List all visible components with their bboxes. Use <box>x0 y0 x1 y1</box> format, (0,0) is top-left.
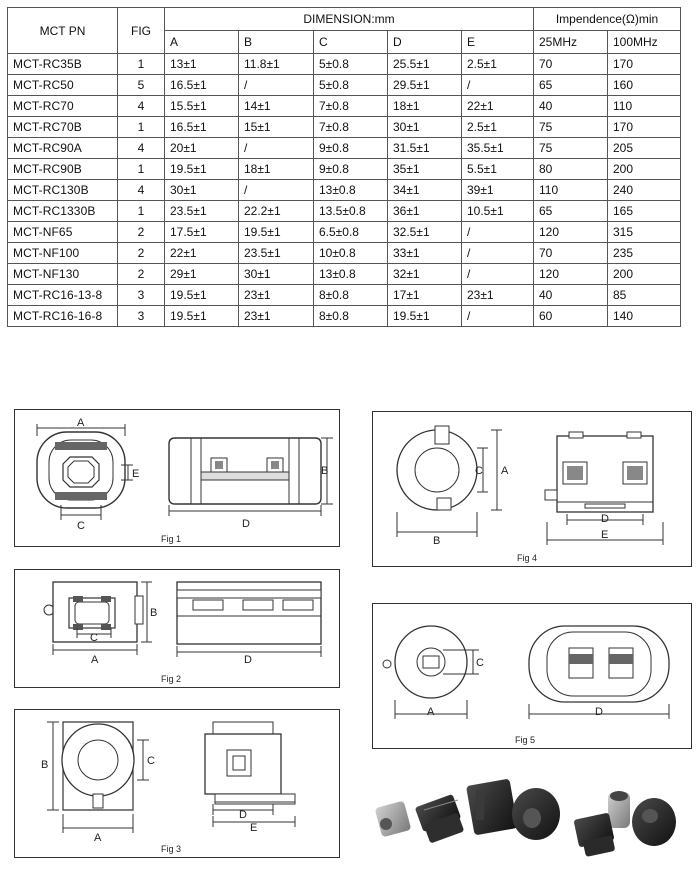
cell-d: 30±1 <box>388 117 462 138</box>
cell-c: 13.5±0.8 <box>314 201 388 222</box>
figure-1-panel <box>14 409 340 547</box>
cell-d: 32.5±1 <box>388 222 462 243</box>
fig5-dim-c: C <box>476 657 484 669</box>
cell-a: 19.5±1 <box>165 159 239 180</box>
cell-fig: 5 <box>118 75 165 96</box>
fig2-dim-a: A <box>91 654 99 666</box>
header-pn: MCT PN <box>8 8 118 54</box>
cell-pn: MCT-RC50 <box>8 75 118 96</box>
cell-a: 30±1 <box>165 180 239 201</box>
fig3-dim-d: D <box>239 809 247 821</box>
cell-f25: 65 <box>534 201 608 222</box>
cell-f25: 75 <box>534 138 608 159</box>
cell-pn: MCT-RC90B <box>8 159 118 180</box>
cell-e: 35.5±1 <box>462 138 534 159</box>
figure-4-drawing <box>373 412 691 566</box>
cell-d: 36±1 <box>388 201 462 222</box>
cell-b: 23±1 <box>239 306 314 327</box>
fig5-dim-a: A <box>427 706 435 718</box>
cell-b: / <box>239 138 314 159</box>
header-25mhz: 25MHz <box>534 31 608 54</box>
header-dim-a: A <box>165 31 239 54</box>
cell-fig: 4 <box>118 138 165 159</box>
table-row <box>8 306 681 327</box>
cell-f100: 85 <box>608 285 681 306</box>
cell-b: 11.8±1 <box>239 54 314 75</box>
cell-d: 17±1 <box>388 285 462 306</box>
fig4-dim-d: D <box>601 513 609 525</box>
cell-pn: MCT-NF130 <box>8 264 118 285</box>
cell-b: / <box>239 75 314 96</box>
cell-c: 13±0.8 <box>314 264 388 285</box>
cell-fig: 2 <box>118 264 165 285</box>
cell-f25: 65 <box>534 75 608 96</box>
cell-c: 7±0.8 <box>314 117 388 138</box>
cell-a: 17.5±1 <box>165 222 239 243</box>
cell-f25: 40 <box>534 96 608 117</box>
cell-c: 6.5±0.8 <box>314 222 388 243</box>
table-row <box>8 117 681 138</box>
fig1-dim-e: E <box>132 468 140 480</box>
fig1-dim-a: A <box>77 417 85 429</box>
table-row <box>8 222 681 243</box>
header-fig: FIG <box>118 8 165 54</box>
table-row <box>8 54 681 75</box>
header-dimension: DIMENSION:mm <box>165 8 534 31</box>
cell-d: 31.5±1 <box>388 138 462 159</box>
cell-b: 18±1 <box>239 159 314 180</box>
grey-core-large-image <box>608 791 630 828</box>
header-dim-b: B <box>239 31 314 54</box>
cell-a: 15.5±1 <box>165 96 239 117</box>
cell-fig: 1 <box>118 159 165 180</box>
cell-f100: 200 <box>608 264 681 285</box>
cell-b: 15±1 <box>239 117 314 138</box>
cell-e: 2.5±1 <box>462 117 534 138</box>
open-black-core-right-image <box>573 813 615 857</box>
table-row <box>8 159 681 180</box>
figure-3-drawing <box>15 710 339 857</box>
cell-f100: 240 <box>608 180 681 201</box>
spec-table-body <box>8 54 681 327</box>
cell-f25: 120 <box>534 264 608 285</box>
fig1-dim-d: D <box>242 518 250 530</box>
cell-f100: 110 <box>608 96 681 117</box>
cell-f25: 75 <box>534 117 608 138</box>
fig1-dim-c: C <box>77 520 85 532</box>
cell-b: 19.5±1 <box>239 222 314 243</box>
header-dim-c: C <box>314 31 388 54</box>
cell-f100: 170 <box>608 54 681 75</box>
cell-fig: 1 <box>118 54 165 75</box>
cell-fig: 4 <box>118 96 165 117</box>
fig2-dim-d: D <box>244 654 252 666</box>
fig1-dim-b: B <box>321 465 329 477</box>
cell-f25: 70 <box>534 243 608 264</box>
cell-c: 9±0.8 <box>314 159 388 180</box>
cell-c: 13±0.8 <box>314 180 388 201</box>
cell-e: 2.5±1 <box>462 54 534 75</box>
cell-f25: 70 <box>534 54 608 75</box>
cell-fig: 2 <box>118 243 165 264</box>
header-100mhz: 100MHz <box>608 31 681 54</box>
cell-e: / <box>462 306 534 327</box>
table-row <box>8 264 681 285</box>
fig3-dim-c: C <box>147 755 155 767</box>
cell-f25: 120 <box>534 222 608 243</box>
cell-e: 39±1 <box>462 180 534 201</box>
cell-b: / <box>239 180 314 201</box>
cell-d: 33±1 <box>388 243 462 264</box>
cell-a: 16.5±1 <box>165 75 239 96</box>
black-block-core-image <box>466 779 518 836</box>
cell-c: 5±0.8 <box>314 54 388 75</box>
fig4-dim-a: A <box>501 465 509 477</box>
grey-core-small-image <box>375 801 412 838</box>
table-row <box>8 96 681 117</box>
cell-f25: 80 <box>534 159 608 180</box>
table-row <box>8 180 681 201</box>
figure-2-drawing <box>15 570 339 687</box>
fig3-dim-a: A <box>94 832 102 844</box>
cell-c: 10±0.8 <box>314 243 388 264</box>
cell-f25: 40 <box>534 285 608 306</box>
product-photo <box>370 760 690 868</box>
cell-f100: 205 <box>608 138 681 159</box>
cell-d: 32±1 <box>388 264 462 285</box>
cell-f100: 140 <box>608 306 681 327</box>
header-dim-d: D <box>388 31 462 54</box>
header-dim-e: E <box>462 31 534 54</box>
cell-pn: MCT-RC1330B <box>8 201 118 222</box>
fig4-dim-b: B <box>433 535 441 547</box>
figure-5-drawing <box>373 604 691 748</box>
cell-f100: 235 <box>608 243 681 264</box>
cell-pn: MCT-RC90A <box>8 138 118 159</box>
fig4-dim-e: E <box>601 529 609 541</box>
cell-e: 23±1 <box>462 285 534 306</box>
fig2-dim-c: C <box>90 632 98 644</box>
cell-a: 23.5±1 <box>165 201 239 222</box>
figure-3-label: Fig 3 <box>161 844 182 854</box>
round-black-core-image <box>512 788 560 840</box>
header-impedance: Impendence(Ω)min <box>534 8 681 31</box>
cell-c: 8±0.8 <box>314 306 388 327</box>
cell-f25: 110 <box>534 180 608 201</box>
fig3-dim-e: E <box>250 822 258 834</box>
cell-f100: 315 <box>608 222 681 243</box>
cell-pn: MCT-RC35B <box>8 54 118 75</box>
cell-e: 5.5±1 <box>462 159 534 180</box>
cell-d: 18±1 <box>388 96 462 117</box>
cell-fig: 3 <box>118 306 165 327</box>
cell-e: / <box>462 243 534 264</box>
cell-a: 16.5±1 <box>165 117 239 138</box>
cell-d: 29.5±1 <box>388 75 462 96</box>
table-row <box>8 285 681 306</box>
cell-e: / <box>462 264 534 285</box>
figure-4-panel <box>372 411 692 567</box>
cell-d: 35±1 <box>388 159 462 180</box>
cell-d: 25.5±1 <box>388 54 462 75</box>
cell-pn: MCT-RC130B <box>8 180 118 201</box>
table-row <box>8 138 681 159</box>
figure-5-panel <box>372 603 692 749</box>
cell-e: 22±1 <box>462 96 534 117</box>
fig2-dim-b: B <box>150 607 158 619</box>
cell-a: 29±1 <box>165 264 239 285</box>
figure-2-label: Fig 2 <box>161 674 182 684</box>
spec-table <box>7 7 681 327</box>
cell-f100: 160 <box>608 75 681 96</box>
cell-b: 30±1 <box>239 264 314 285</box>
cell-fig: 1 <box>118 201 165 222</box>
cell-pn: MCT-RC16-13-8 <box>8 285 118 306</box>
cell-c: 5±0.8 <box>314 75 388 96</box>
cell-fig: 1 <box>118 117 165 138</box>
cell-d: 19.5±1 <box>388 306 462 327</box>
cell-fig: 4 <box>118 180 165 201</box>
cell-e: / <box>462 222 534 243</box>
cell-f100: 165 <box>608 201 681 222</box>
cell-a: 19.5±1 <box>165 306 239 327</box>
figure-3-panel <box>14 709 340 858</box>
cell-b: 23.5±1 <box>239 243 314 264</box>
cell-a: 22±1 <box>165 243 239 264</box>
fig4-dim-c: C <box>475 465 483 477</box>
fig3-dim-b: B <box>41 759 49 771</box>
cell-c: 8±0.8 <box>314 285 388 306</box>
round-black-core-right-image <box>632 798 676 846</box>
cell-a: 13±1 <box>165 54 239 75</box>
cell-e: / <box>462 75 534 96</box>
cell-pn: MCT-RC70 <box>8 96 118 117</box>
cell-a: 19.5±1 <box>165 285 239 306</box>
table-row <box>8 201 681 222</box>
cell-b: 22.2±1 <box>239 201 314 222</box>
cell-b: 14±1 <box>239 96 314 117</box>
cell-f100: 170 <box>608 117 681 138</box>
cell-b: 23±1 <box>239 285 314 306</box>
figure-4-label: Fig 4 <box>517 553 538 563</box>
table-row <box>8 75 681 96</box>
open-clip-core-image <box>415 794 465 844</box>
cell-c: 7±0.8 <box>314 96 388 117</box>
cell-pn: MCT-NF100 <box>8 243 118 264</box>
figure-1-drawing <box>15 410 339 546</box>
cell-pn: MCT-NF65 <box>8 222 118 243</box>
cell-pn: MCT-RC16-16-8 <box>8 306 118 327</box>
cell-a: 20±1 <box>165 138 239 159</box>
figure-5-label: Fig 5 <box>515 735 536 745</box>
table-row <box>8 243 681 264</box>
fig5-dim-d: D <box>595 706 603 718</box>
cell-fig: 3 <box>118 285 165 306</box>
cell-pn: MCT-RC70B <box>8 117 118 138</box>
cell-fig: 2 <box>118 222 165 243</box>
cell-c: 9±0.8 <box>314 138 388 159</box>
figure-1-label: Fig 1 <box>161 534 182 544</box>
cell-f100: 200 <box>608 159 681 180</box>
cell-e: 10.5±1 <box>462 201 534 222</box>
figure-2-panel <box>14 569 340 688</box>
cell-f25: 60 <box>534 306 608 327</box>
cell-d: 34±1 <box>388 180 462 201</box>
